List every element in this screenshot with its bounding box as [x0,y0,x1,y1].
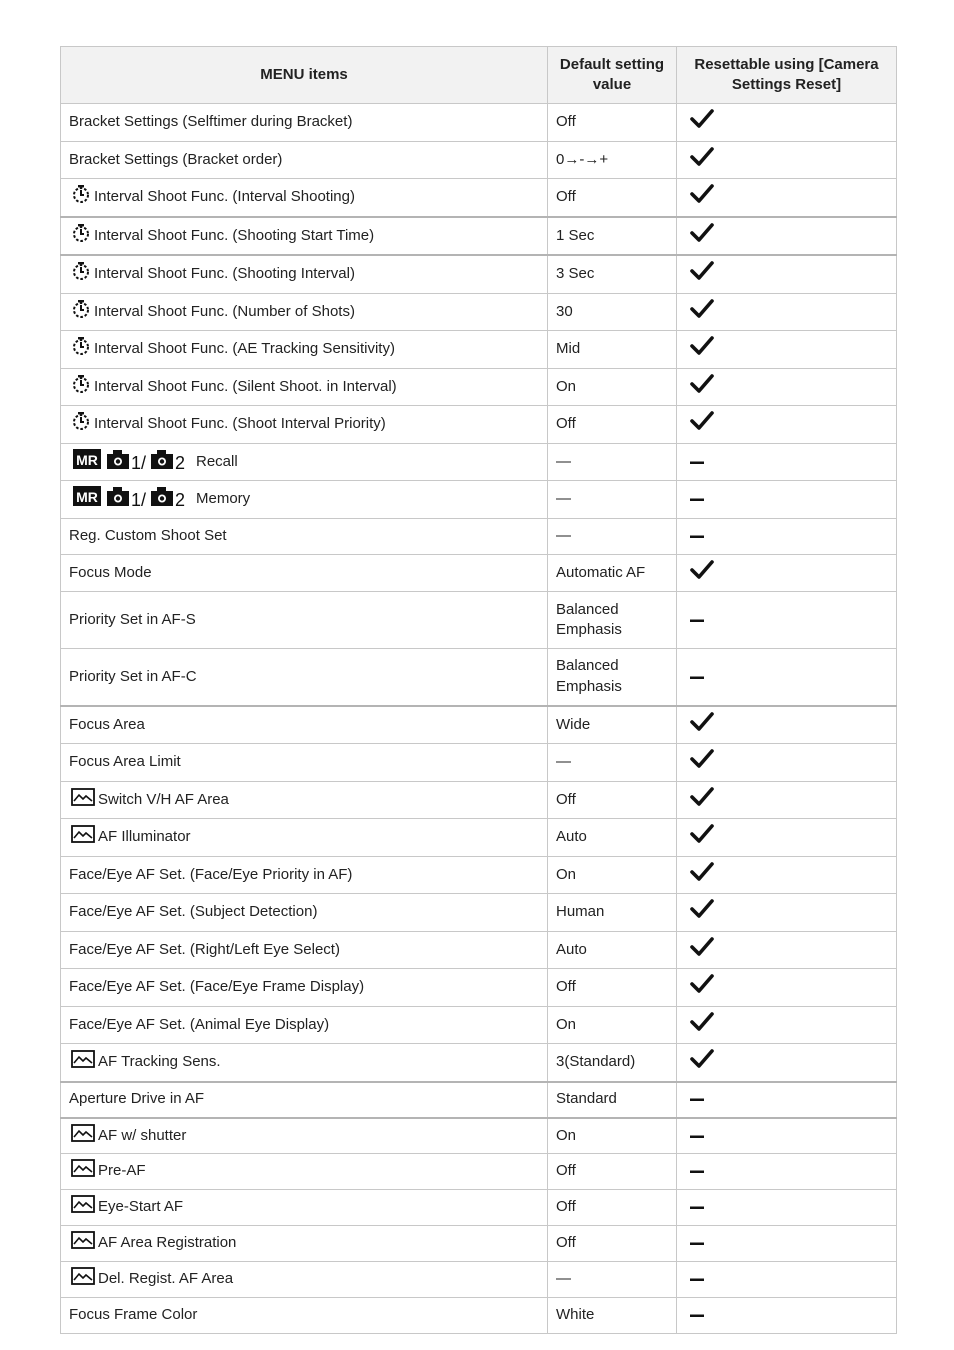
menu-item-label: AF Area Registration [98,1234,237,1252]
menu-item-label: Face/Eye AF Set. (Right/Left Eye Select) [69,940,340,958]
dash-icon [690,1169,706,1175]
menu-item-cell [61,481,548,519]
menu-item-cell [61,894,548,932]
still-image-icon [71,824,95,851]
default-value-cell: 30 [548,293,677,331]
resettable-cell [677,1190,897,1226]
dash-icon [690,675,706,681]
menu-item-label: Focus Frame Color [69,1306,198,1324]
still-image-icon [71,1123,95,1150]
default-value-cell: Off [548,1226,677,1262]
table-row [61,931,897,969]
resettable-cell [677,406,897,444]
svg-text:1/: 1/ [131,452,147,470]
still-image-icon [71,1049,95,1076]
table-row [61,554,897,592]
table-row [61,649,897,706]
table-row [61,1262,897,1298]
menu-item-label: AF Tracking Sens. [98,1053,221,1070]
table-row [61,592,897,649]
menu-item-label: Eye-Start AF [98,1198,184,1216]
checkmark-icon [690,711,714,733]
checkmark-icon [690,1011,714,1033]
header-default-value: Default setting value [548,47,677,104]
menu-item-label: Interval Shoot Func. (Shoot Interval Priority) [94,415,386,432]
resettable-cell [677,179,897,217]
menu-item-cell [61,406,548,444]
resettable-cell [677,217,897,256]
default-value-cell: On [548,1006,677,1044]
interval-shooting-icon [71,223,91,250]
default-value-cell: Wide [548,706,677,744]
resettable-cell [677,649,897,706]
checkmark-icon [690,335,714,357]
menu-item-label: Interval Shoot Func. (Silent Shoot. in Interval) [94,377,397,395]
resettable-cell [677,1118,897,1154]
menu-item-cell [61,1190,548,1226]
dash-icon [690,534,706,540]
default-value-cell: Balanced Emphasis [548,592,677,649]
table-row [61,856,897,894]
table-header-row [61,47,897,104]
table-row [61,179,897,217]
menu-item-cell [61,141,548,179]
table-row [61,819,897,857]
menu-item-label: Face/Eye AF Set. (Face/Eye Priority in AF) [69,865,353,883]
menu-item-label: Interval Shoot Func. (Number of Shots) [94,302,355,320]
default-value-cell: Automatic AF [548,554,677,592]
menu-item-cell [61,706,548,744]
default-value-cell: Off [548,781,677,819]
interval-shooting-icon [71,261,91,288]
resettable-cell [677,781,897,819]
table-body [61,104,897,1334]
menu-item-cell [61,331,548,369]
table-row [61,969,897,1007]
resettable-cell [677,293,897,331]
svg-text:2: 2 [175,490,186,507]
default-value-cell: On [548,1118,677,1154]
menu-item-label: Face/Eye AF Set. (Subject Detection) [69,903,318,920]
table-row [61,443,897,481]
still-image-icon [71,1194,95,1221]
table-row [61,1226,897,1262]
menu-item-label: AF w/ shutter [98,1126,187,1144]
header-menu-items: MENU items [61,47,548,104]
svg-text:MR: MR [76,451,98,468]
default-value-cell: Balanced Emphasis [548,649,677,706]
table-row [61,518,897,554]
checkmark-icon [690,410,714,432]
checkmark-icon [690,108,714,130]
checkmark-icon [690,559,714,581]
resettable-cell [677,141,897,179]
menu-item-label: Reg. Custom Shoot Set [69,526,227,544]
default-value-cell: Human [548,894,677,932]
resettable-cell [677,744,897,782]
default-value-cell: — [548,518,677,554]
menu-item-cell [61,1082,548,1118]
interval-shooting-icon [71,411,91,438]
dash-icon [690,618,706,624]
table-row [61,894,897,932]
dash-icon [690,1241,706,1247]
dash-icon [690,1313,706,1319]
resettable-cell [677,969,897,1007]
table-row [61,217,897,256]
menu-item-label: Priority Set in AF-S [69,610,196,628]
table-row [61,406,897,444]
menu-item-label: Bracket Settings (Bracket order) [69,150,283,168]
default-value-cell: White [548,1298,677,1334]
default-value-cell: Off [548,1190,677,1226]
mr-camera-icon [73,448,189,477]
table-row [61,141,897,179]
table-row [61,104,897,142]
resettable-cell [677,554,897,592]
resettable-cell [677,368,897,406]
default-value-cell: Off [548,969,677,1007]
checkmark-icon [690,1048,714,1070]
mr-camera-icon [73,485,189,514]
resettable-cell [677,1006,897,1044]
checkmark-icon [690,786,714,808]
menu-item-cell [61,1154,548,1190]
menu-item-label: Switch V/H AF Area [98,790,229,808]
checkmark-icon [690,298,714,320]
checkmark-icon [690,373,714,395]
svg-text:MR: MR [76,489,98,505]
dash-icon [690,460,706,466]
menu-item-cell [61,179,548,217]
menu-item-cell [61,649,548,706]
menu-item-label: Aperture Drive in AF [69,1090,205,1108]
checkmark-icon [690,146,714,168]
default-value-cell: — [548,1262,677,1298]
menu-item-label: Priority Set in AF-C [69,667,197,685]
table-row [61,1298,897,1334]
header-resettable: Resettable using [Camera Settings Reset] [677,47,897,104]
resettable-cell [677,481,897,519]
menu-item-cell [61,518,548,554]
checkmark-icon [690,861,714,883]
menu-item-label: Focus Mode [69,563,152,581]
interval-shooting-icon [71,336,91,363]
default-value-cell: On [548,856,677,894]
default-value-cell: 1 Sec [548,217,677,256]
menu-item-cell [61,443,548,481]
default-value-cell: — [548,744,677,782]
menu-item-cell [61,856,548,894]
default-value-cell: — [548,443,677,481]
table-row [61,1044,897,1082]
menu-item-cell [61,554,548,592]
resettable-cell [677,1298,897,1334]
checkmark-icon [690,260,714,282]
table-row [61,1082,897,1118]
resettable-cell [677,443,897,481]
checkmark-icon [690,823,714,845]
menu-item-label: Del. Regist. AF Area [98,1270,234,1288]
resettable-cell [677,931,897,969]
default-value-cell: Mid [548,331,677,369]
dash-icon [690,497,706,503]
default-value-cell: 3(Standard) [548,1044,677,1082]
default-value-cell: 0→-→+ [548,141,677,179]
dash-icon [690,1134,706,1140]
menu-item-label: Memory [196,490,251,507]
menu-item-cell [61,931,548,969]
table-row [61,1118,897,1154]
checkmark-icon [690,973,714,995]
svg-text:1/: 1/ [131,490,147,507]
table-row [61,481,897,519]
table-row [61,1190,897,1226]
menu-item-cell [61,104,548,142]
default-value-cell: Off [548,406,677,444]
menu-item-cell [61,1006,548,1044]
default-value-cell: Auto [548,931,677,969]
menu-item-cell [61,1226,548,1262]
menu-item-cell [61,1262,548,1298]
resettable-cell [677,518,897,554]
still-image-icon [71,1266,95,1293]
default-value-cell: Standard [548,1082,677,1118]
resettable-cell [677,894,897,932]
menu-item-cell [61,744,548,782]
menu-item-cell [61,368,548,406]
resettable-cell [677,255,897,293]
menu-item-label: Interval Shoot Func. (AE Tracking Sensitivity) [94,340,395,357]
checkmark-icon [690,748,714,770]
menu-item-label: Bracket Settings (Selftimer during Bracket) [69,113,353,130]
resettable-cell [677,592,897,649]
table-row [61,293,897,331]
table-row [61,781,897,819]
settings-table [60,46,897,1334]
menu-item-cell [61,819,548,857]
table-row [61,706,897,744]
resettable-cell [677,856,897,894]
menu-item-cell [61,217,548,256]
checkmark-icon [690,183,714,205]
default-value-cell: Auto [548,819,677,857]
menu-item-label: Focus Area [69,715,145,733]
menu-item-label: Interval Shoot Func. (Shooting Start Time) [94,226,375,244]
menu-item-label: Recall [196,452,238,470]
default-value-cell: Off [548,104,677,142]
menu-item-label: Interval Shoot Func. (Shooting Interval) [94,265,355,282]
menu-item-label: Focus Area Limit [69,753,181,770]
resettable-cell [677,1262,897,1298]
resettable-cell [677,706,897,744]
checkmark-icon [690,222,714,244]
interval-shooting-icon [71,299,91,326]
table-row [61,331,897,369]
still-image-icon [71,787,95,814]
checkmark-icon [690,898,714,920]
default-value-cell: 3 Sec [548,255,677,293]
resettable-cell [677,819,897,857]
menu-item-cell [61,592,548,649]
resettable-cell [677,331,897,369]
menu-item-cell [61,255,548,293]
menu-item-cell [61,1298,548,1334]
resettable-cell [677,104,897,142]
menu-item-cell [61,1044,548,1082]
table-row [61,255,897,293]
menu-item-label: Face/Eye AF Set. (Face/Eye Frame Display) [69,978,365,995]
table-row [61,368,897,406]
resettable-cell [677,1082,897,1118]
interval-shooting-icon [71,374,91,401]
menu-item-label: Face/Eye AF Set. (Animal Eye Display) [69,1015,330,1033]
menu-item-cell [61,969,548,1007]
table-row [61,1006,897,1044]
resettable-cell [677,1044,897,1082]
still-image-icon [71,1230,95,1257]
menu-item-cell [61,293,548,331]
dash-icon [690,1205,706,1211]
table-row [61,1154,897,1190]
checkmark-icon [690,936,714,958]
menu-item-cell [61,781,548,819]
default-value-cell: Off [548,179,677,217]
interval-shooting-icon [71,184,91,211]
dash-icon [690,1097,706,1103]
table-row [61,744,897,782]
menu-item-label: Interval Shoot Func. (Interval Shooting) [94,188,355,205]
resettable-cell [677,1226,897,1262]
default-value-cell: — [548,481,677,519]
default-value-cell: Off [548,1154,677,1190]
svg-text:2: 2 [175,452,186,470]
dash-icon [690,1277,706,1283]
resettable-cell [677,1154,897,1190]
menu-item-cell [61,1118,548,1154]
menu-item-label: Pre-AF [98,1162,146,1180]
still-image-icon [71,1158,95,1185]
menu-item-label: AF Illuminator [98,828,191,845]
default-value-cell: On [548,368,677,406]
